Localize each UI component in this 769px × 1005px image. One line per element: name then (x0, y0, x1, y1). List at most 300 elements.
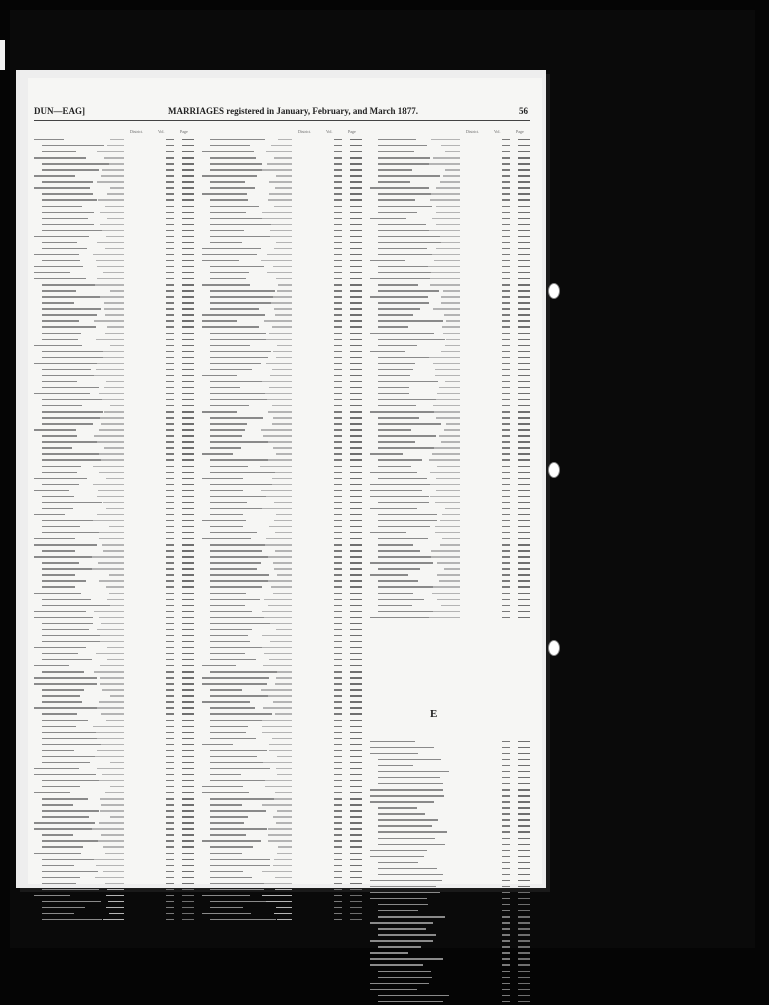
entry-name (210, 157, 256, 158)
entry-name (210, 199, 248, 200)
entry-name (202, 175, 257, 176)
entry-district (264, 320, 292, 321)
entry-volume (502, 345, 510, 346)
entry-volume (502, 514, 510, 515)
entry-district (446, 339, 460, 340)
index-rows (370, 137, 532, 621)
entry-name (42, 206, 82, 207)
entry-district (93, 520, 124, 521)
entry-page (518, 411, 530, 412)
entry-page (182, 665, 194, 666)
entry-district (97, 496, 124, 497)
entry-page (182, 260, 194, 261)
entry-volume (334, 538, 342, 539)
entry-volume (334, 363, 342, 364)
entry-name (42, 242, 77, 243)
entry-name (378, 423, 441, 424)
entry-volume (334, 605, 342, 606)
entry-name (370, 453, 403, 454)
entry-volume (166, 187, 174, 188)
entry-name (42, 804, 73, 805)
entry-name (210, 635, 248, 636)
entry-district (97, 768, 124, 769)
entry-name (210, 447, 241, 448)
entry-volume (166, 605, 174, 606)
entry-page (350, 254, 362, 255)
entry-page (350, 605, 362, 606)
entry-page (182, 169, 194, 170)
entry-name (210, 308, 259, 309)
entry-page (518, 952, 530, 953)
entry-district (262, 804, 292, 805)
entry-volume (334, 913, 342, 914)
entry-name (370, 801, 434, 802)
entry-page (350, 695, 362, 696)
entry-district (264, 653, 292, 654)
entry-name (42, 913, 74, 914)
entry-page (350, 459, 362, 460)
entry-district (274, 568, 292, 569)
entry-page (350, 834, 362, 835)
entry-page (182, 732, 194, 733)
entry-page (518, 266, 530, 267)
entry-page (518, 916, 530, 917)
entry-volume (166, 326, 174, 327)
entry-volume (502, 586, 510, 587)
entry-volume (166, 786, 174, 787)
entry-page (518, 478, 530, 479)
entry-name (378, 242, 445, 243)
entry-volume (166, 296, 174, 297)
entry-page (182, 459, 194, 460)
entry-volume (502, 502, 510, 503)
entry-volume (502, 326, 510, 327)
entry-page (350, 840, 362, 841)
entry-page (518, 423, 530, 424)
entry-name (34, 478, 87, 479)
entry-page (350, 895, 362, 896)
entry-volume (166, 242, 174, 243)
entry-district (93, 254, 124, 255)
entry-volume (166, 713, 174, 714)
entry-name (210, 726, 248, 727)
entry-page (182, 816, 194, 817)
entry-name (370, 351, 405, 352)
entry-page (350, 732, 362, 733)
header-title: MARRIAGES registered in January, February, and March 1877. (168, 106, 419, 116)
entry-page (518, 611, 530, 612)
entry-district (273, 865, 292, 866)
entry-volume (334, 889, 342, 890)
entry-name (210, 611, 252, 612)
entry-district (96, 865, 124, 866)
entry-page (518, 874, 530, 875)
entry-page (350, 169, 362, 170)
entry-district (440, 544, 460, 545)
entry-page (518, 819, 530, 820)
entry-name (42, 907, 85, 908)
entry-page (518, 236, 530, 237)
entry-district (273, 701, 292, 702)
entry-district (271, 224, 292, 225)
entry-district (106, 478, 124, 479)
entry-name (34, 707, 97, 708)
entry-volume (502, 801, 510, 802)
entry-district (104, 387, 124, 388)
entry-name (42, 701, 82, 702)
entry-volume (166, 919, 174, 920)
entry-district (97, 738, 124, 739)
entry-volume (166, 333, 174, 334)
entry-name (210, 750, 267, 751)
entry-volume (334, 260, 342, 261)
entry-name (370, 952, 408, 953)
entry-name (42, 641, 101, 642)
entry-volume (334, 212, 342, 213)
entry-district (275, 889, 292, 890)
entry-page (350, 326, 362, 327)
entry-name (42, 883, 76, 884)
entry-name (210, 417, 263, 418)
entry-district (261, 260, 292, 261)
entry-name (202, 683, 267, 684)
entry-volume (502, 284, 510, 285)
entry-page (518, 393, 530, 394)
entry-name (202, 248, 261, 249)
entry-volume (334, 139, 342, 140)
entry-volume (334, 339, 342, 340)
entry-page (350, 750, 362, 751)
entry-name (370, 747, 434, 748)
entry-volume (334, 623, 342, 624)
entry-page (350, 387, 362, 388)
entry-page (350, 363, 362, 364)
entry-volume (502, 212, 510, 213)
entry-district (109, 526, 124, 527)
entry-page (518, 363, 530, 364)
entry-district (433, 586, 460, 587)
entry-name (210, 580, 269, 581)
entry-name (210, 762, 271, 763)
entry-district (94, 671, 124, 672)
entry-name (378, 399, 436, 400)
entry-volume (502, 611, 510, 612)
entry-district (276, 453, 292, 454)
entry-name (34, 272, 70, 273)
entry-volume (502, 617, 510, 618)
entry-page (350, 889, 362, 890)
entry-page (350, 586, 362, 587)
entry-volume (334, 532, 342, 533)
entry-name (210, 599, 260, 600)
entry-district (266, 339, 292, 340)
entry-name (378, 345, 417, 346)
entry-volume (334, 901, 342, 902)
entry-name (210, 568, 257, 569)
entry-district (265, 786, 292, 787)
entry-name (210, 181, 245, 182)
entry-district (262, 218, 292, 219)
entry-name (210, 145, 250, 146)
entry-volume (166, 738, 174, 739)
entry-district (430, 278, 460, 279)
entry-page (182, 877, 194, 878)
entry-page (182, 193, 194, 194)
entry-name (378, 783, 443, 784)
entry-name (210, 333, 266, 334)
entry-volume (166, 574, 174, 575)
entry-name (42, 459, 109, 460)
entry-name (378, 514, 437, 515)
entry-page (518, 928, 530, 929)
entry-page (182, 248, 194, 249)
entry-name (210, 828, 267, 829)
entry-page (350, 865, 362, 866)
entry-page (518, 995, 530, 996)
entry-volume (334, 877, 342, 878)
entry-volume (502, 206, 510, 207)
entry-page (182, 326, 194, 327)
entry-district (110, 816, 124, 817)
entry-district (428, 266, 460, 267)
column-heading-label: District. (130, 129, 143, 134)
entry-name (378, 441, 415, 442)
entry-volume (334, 798, 342, 799)
entry-volume (166, 453, 174, 454)
entry-name (210, 206, 259, 207)
entry-volume (502, 472, 510, 473)
entry-page (182, 230, 194, 231)
entry-volume (502, 296, 510, 297)
entry-volume (334, 508, 342, 509)
entry-page (182, 399, 194, 400)
entry-volume (502, 399, 510, 400)
entry-district (104, 302, 124, 303)
entry-name (210, 732, 246, 733)
entry-name (210, 526, 243, 527)
entry-district (100, 641, 124, 642)
entry-volume (334, 883, 342, 884)
entry-page (518, 844, 530, 845)
entry-name (378, 599, 424, 600)
entry-district (107, 326, 124, 327)
entry-page (350, 375, 362, 376)
entry-volume (502, 230, 510, 231)
entry-volume (166, 466, 174, 467)
entry-page (350, 248, 362, 249)
entry-name (378, 145, 427, 146)
entry-name (202, 840, 261, 841)
entry-district (107, 647, 124, 648)
entry-volume (166, 411, 174, 412)
entry-name (210, 357, 268, 358)
entry-name (42, 580, 86, 581)
entry-page (350, 556, 362, 557)
entry-volume (166, 387, 174, 388)
entry-name (370, 532, 406, 533)
entry-page (518, 345, 530, 346)
entry-name (202, 786, 243, 787)
entry-district (437, 574, 460, 575)
entry-page (350, 780, 362, 781)
entry-district (262, 508, 292, 509)
entry-page (518, 375, 530, 376)
entry-name (210, 810, 266, 811)
entry-district (435, 532, 460, 533)
entry-page (182, 671, 194, 672)
entry-page (182, 441, 194, 442)
entry-page (518, 898, 530, 899)
entry-district (268, 556, 292, 557)
entry-name (42, 163, 110, 164)
entry-name (34, 768, 79, 769)
entry-name (34, 774, 96, 775)
entry-page (518, 296, 530, 297)
entry-name (370, 856, 424, 857)
entry-district (97, 363, 124, 364)
entry-district (96, 339, 124, 340)
entry-page (518, 556, 530, 557)
entry-name (210, 556, 269, 557)
entry-page (518, 429, 530, 430)
entry-district (273, 351, 292, 352)
entry-page (518, 789, 530, 790)
entry-district (430, 199, 460, 200)
entry-name (42, 260, 80, 261)
entry-page (350, 599, 362, 600)
entry-district (434, 260, 460, 261)
entry-name (378, 813, 425, 814)
column-heading-label: Vol. (326, 129, 333, 134)
entry-district (265, 544, 292, 545)
entry-district (444, 429, 460, 430)
entry-volume (334, 853, 342, 854)
entry-name (210, 187, 255, 188)
entry-volume (502, 922, 510, 923)
entry-volume (334, 586, 342, 587)
entry-name (42, 726, 76, 727)
entry-volume (334, 834, 342, 835)
entry-name (370, 850, 427, 851)
entry-page (518, 351, 530, 352)
index-rows (202, 137, 364, 923)
entry-name (42, 562, 79, 563)
entry-page (350, 550, 362, 551)
entry-district (106, 895, 124, 896)
entry-page (350, 635, 362, 636)
entry-volume (502, 605, 510, 606)
entry-name (378, 910, 418, 911)
entry-volume (166, 720, 174, 721)
entry-name (210, 846, 253, 847)
entry-name (210, 296, 279, 297)
entry-volume (334, 871, 342, 872)
entry-name (42, 629, 89, 630)
entry-district (103, 357, 124, 358)
entry-name (210, 877, 252, 878)
entry-name (378, 765, 413, 766)
entry-name (34, 393, 90, 394)
entry-district (106, 586, 124, 587)
entry-district (100, 798, 124, 799)
entry-volume (166, 695, 174, 696)
entry-volume (166, 665, 174, 666)
entry-page (182, 339, 194, 340)
entry-district (276, 242, 292, 243)
entry-district (436, 248, 460, 249)
entry-page (350, 828, 362, 829)
entry-district (93, 466, 124, 467)
entry-district (273, 816, 292, 817)
entry-district (99, 701, 124, 702)
entry-district (432, 218, 460, 219)
entry-district (276, 278, 292, 279)
entry-page (350, 181, 362, 182)
entry-page (182, 822, 194, 823)
entry-district (272, 369, 292, 370)
entry-name (34, 345, 82, 346)
entry-volume (166, 623, 174, 624)
entry-volume (166, 846, 174, 847)
entry-page (182, 556, 194, 557)
entry-volume (502, 874, 510, 875)
entry-page (350, 484, 362, 485)
entry-volume (502, 599, 510, 600)
entry-district (442, 538, 460, 539)
register-entry (34, 917, 196, 923)
entry-volume (166, 375, 174, 376)
entry-page (350, 641, 362, 642)
entry-volume (166, 593, 174, 594)
entry-district (272, 478, 292, 479)
entry-district (278, 284, 292, 285)
entry-name (378, 290, 439, 291)
entry-page (182, 544, 194, 545)
entry-page (350, 798, 362, 799)
entry-name (42, 290, 76, 291)
entry-page (518, 145, 530, 146)
entry-volume (334, 411, 342, 412)
entry-page (518, 502, 530, 503)
entry-volume (334, 629, 342, 630)
entry-volume (166, 901, 174, 902)
entry-page (518, 568, 530, 569)
entry-page (182, 907, 194, 908)
entry-page (350, 532, 362, 533)
entry-district (273, 447, 292, 448)
entry-volume (166, 175, 174, 176)
entry-district (275, 792, 292, 793)
entry-volume (166, 834, 174, 835)
entry-name (34, 266, 83, 267)
entry-volume (502, 490, 510, 491)
entry-district (437, 562, 460, 563)
entry-volume (166, 478, 174, 479)
entry-name (210, 919, 276, 920)
entry-volume (502, 139, 510, 140)
entry-name (370, 296, 428, 297)
entry-name (210, 230, 244, 231)
entry-name (378, 977, 432, 978)
entry-volume (334, 496, 342, 497)
entry-name (378, 266, 435, 267)
entry-page (350, 435, 362, 436)
entry-volume (502, 538, 510, 539)
entry-page (518, 151, 530, 152)
entry-volume (334, 816, 342, 817)
entry-page (350, 810, 362, 811)
entry-volume (166, 671, 174, 672)
